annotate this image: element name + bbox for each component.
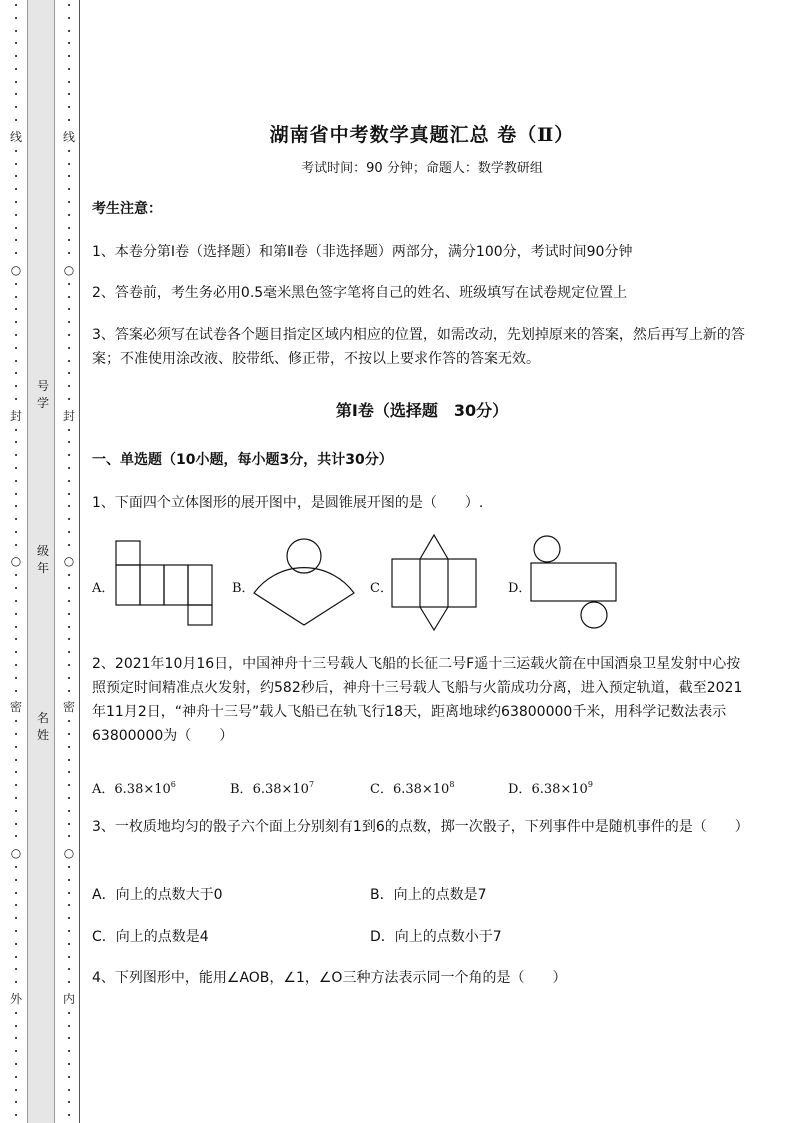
inner-margin-dot: ·	[67, 525, 71, 539]
outer-margin-dot: ·	[14, 937, 18, 951]
outer-margin-dot: ·	[14, 1032, 18, 1046]
inner-margin-dot: ·	[67, 779, 71, 793]
inner-margin-dot: ·	[67, 24, 71, 38]
inner-margin-dot: ·	[67, 234, 71, 248]
inner-margin-dot: ·	[67, 963, 71, 977]
outer-margin-dot: ·	[14, 392, 18, 406]
inner-margin-dot: ·	[67, 976, 71, 990]
outer-margin-dot: ·	[14, 11, 18, 25]
outer-margin-dot: ·	[14, 234, 18, 248]
outer-margin-dot: ·	[14, 114, 18, 128]
outer-margin-dot: ·	[14, 303, 18, 317]
outer-margin-dot: ·	[14, 500, 18, 514]
outer-margin-dot: ·	[14, 582, 18, 596]
inner-margin-dot: ·	[67, 925, 71, 938]
outer-margin-dot: ·	[14, 963, 18, 977]
outer-margin-dot: ·	[14, 367, 18, 381]
inner-margin-dot: ·	[67, 316, 71, 330]
inner-margin-dot: ·	[67, 671, 71, 685]
inner-margin-dot: ·	[67, 740, 71, 754]
q2-option-b[interactable]: B．$6.38\times 10^7$	[230, 780, 315, 797]
outer-margin-dot: ·	[14, 0, 18, 12]
q3-stem: 3、一枚质地均匀的骰子六个面上分别刻有1到6的点数，掷一次骰子，下列事件中是随机事件的是（ ）	[92, 819, 749, 835]
field-label-name: 名姓	[36, 711, 49, 742]
outer-margin-dot: ·	[14, 144, 18, 158]
q3-option-d[interactable]: D．向上的点数小于7	[370, 929, 502, 945]
inner-margin-dot: ·	[67, 886, 71, 900]
inner-margin-dot: ·	[67, 607, 71, 621]
outer-margin-marker-7: 外	[9, 991, 22, 1006]
outer-margin-dot: ·	[14, 684, 18, 698]
inner-margin-dot: ·	[67, 247, 71, 261]
outer-margin-dot: ·	[14, 1006, 18, 1020]
inner-margin-dot: ·	[67, 487, 71, 501]
section-title: 第Ⅰ卷（选择题 30分）	[335, 401, 509, 420]
outer-margin-dot: ·	[14, 1045, 18, 1059]
outer-margin-dot: ·	[14, 37, 18, 51]
inner-margin-dot: ·	[67, 1109, 71, 1123]
inner-margin-dot: ·	[67, 75, 71, 89]
outer-margin-dot: ·	[14, 830, 18, 844]
inner-margin-dot: ·	[67, 804, 71, 818]
outer-margin-dot: ·	[14, 183, 18, 197]
inner-margin-dot: ·	[67, 50, 71, 64]
inner-margin-dot: ·	[67, 328, 71, 342]
outer-margin-dot: ·	[14, 75, 18, 89]
outer-margin-marker-6: ○	[10, 846, 22, 861]
q2-option-c[interactable]: C．$6.38\times 10^8$	[370, 780, 455, 797]
outer-margin-marker-4: ○	[10, 554, 22, 569]
q1-option-c-label: C．	[370, 581, 393, 596]
inner-margin-dot: ·	[67, 684, 71, 698]
inner-margin-dot: ·	[67, 221, 71, 235]
inner-margin-dot: ·	[67, 380, 71, 394]
inner-margin-dot: ·	[67, 170, 71, 184]
outer-margin-dot: ·	[14, 607, 18, 621]
outer-margin-dot: ·	[14, 423, 18, 437]
inner-margin-dot: ·	[67, 937, 71, 951]
q1-figure-a-cube-net	[112, 538, 216, 628]
outer-margin-dot: ·	[14, 380, 18, 394]
inner-margin-dot: ·	[67, 830, 71, 844]
notice-heading: 考生注意：	[92, 201, 162, 217]
inner-margin-dot: ·	[67, 715, 71, 729]
outer-margin-dot: ·	[14, 1109, 18, 1123]
q2-option-a[interactable]: A．$6.38\times 10^6$	[92, 780, 176, 797]
outer-margin-dot: ·	[14, 316, 18, 330]
field-label-student-number: 号学	[36, 379, 49, 410]
outer-margin-dot: ·	[14, 24, 18, 38]
outer-margin-dot: ·	[14, 1058, 18, 1072]
q2-option-d[interactable]: D．$6.38\times 10^9$	[508, 780, 593, 797]
inner-margin-dot: ·	[67, 290, 71, 304]
inner-margin-marker-1: 线	[62, 129, 75, 144]
outer-margin-dot: ·	[14, 341, 18, 355]
q1-stem: 1、下面四个立体图形的展开图中，是圆锥展开图的是（ ）.	[92, 495, 484, 511]
inner-margin-marker-5: 密	[62, 700, 75, 715]
inner-margin-dot: ·	[67, 513, 71, 527]
inner-margin-dot: ·	[67, 950, 71, 964]
outer-margin-dot: ·	[14, 728, 18, 742]
outer-margin-dot: ·	[14, 740, 18, 754]
inner-margin-dot: ·	[67, 1070, 71, 1084]
inner-margin-dot: ·	[67, 861, 71, 875]
inner-margin-dot: ·	[67, 595, 71, 609]
outer-margin-dot: ·	[14, 195, 18, 209]
outer-margin-marker-3: 封	[9, 408, 22, 423]
outer-margin-dot: ·	[14, 62, 18, 76]
outer-margin-dot: ·	[14, 208, 18, 222]
inner-margin-dot: ·	[67, 1019, 71, 1033]
outer-margin-dot: ·	[14, 436, 18, 450]
outer-margin-dot: ·	[14, 791, 18, 805]
outer-margin-dot: ·	[14, 247, 18, 261]
inner-margin-dot: ·	[67, 500, 71, 514]
outer-margin-dot: ·	[14, 1096, 18, 1110]
outer-margin-dot: ·	[14, 620, 18, 634]
inner-margin-dot: ·	[67, 569, 71, 583]
binding-border-line	[79, 0, 80, 1123]
outer-margin-dot: ·	[14, 976, 18, 990]
q3-option-b[interactable]: B．向上的点数是7	[370, 887, 487, 903]
inner-margin-dot: ·	[67, 1058, 71, 1072]
q1-option-a-label: A．	[92, 581, 115, 596]
outer-margin-dot: ·	[14, 595, 18, 609]
inner-margin-dot: ·	[67, 791, 71, 805]
q3-option-a[interactable]: A．向上的点数大于0	[92, 887, 223, 903]
outer-margin-dot: ·	[14, 804, 18, 818]
inner-margin-dot: ·	[67, 303, 71, 317]
outer-margin-dot: ·	[14, 753, 18, 767]
q1-figure-d-cylinder-net	[528, 533, 620, 633]
exam-title: 湖南省中考数学真题汇总 卷（Ⅱ）	[269, 124, 575, 146]
outer-margin-dot: ·	[14, 525, 18, 539]
inner-margin-dot: ·	[67, 873, 71, 887]
q1-figure-b-cone-net	[250, 537, 358, 629]
inner-margin-dot: ·	[67, 392, 71, 406]
inner-margin-dot: ·	[67, 423, 71, 437]
q3-option-c[interactable]: C．向上的点数是4	[92, 929, 209, 945]
inner-margin-dot: ·	[67, 753, 71, 767]
outer-margin-marker-5: 密	[9, 700, 22, 715]
outer-margin-dot: ·	[14, 101, 18, 115]
outer-margin-dot: ·	[14, 449, 18, 463]
outer-margin-dot: ·	[14, 474, 18, 488]
inner-margin-marker-7: 内	[62, 991, 75, 1006]
inner-margin-dot: ·	[67, 912, 71, 926]
outer-margin-dot: ·	[14, 88, 18, 102]
inner-margin-marker-4: ○	[63, 554, 75, 569]
outer-margin-dot: ·	[14, 462, 18, 475]
inner-margin-marker-3: 封	[62, 408, 75, 423]
inner-margin-dot: ·	[67, 183, 71, 197]
outer-margin-dot: ·	[14, 899, 18, 913]
outer-margin-dot: ·	[14, 715, 18, 729]
outer-margin-dot: ·	[14, 646, 18, 660]
inner-margin-dot: ·	[67, 62, 71, 76]
outer-margin-dot: ·	[14, 513, 18, 527]
outer-margin-dot: ·	[14, 633, 18, 647]
outer-margin-dot: ·	[14, 569, 18, 583]
inner-margin-dot: ·	[67, 633, 71, 647]
notice-item-3: 3、答案必须写在试卷各个题目指定区域内相应的位置，如需改动，先划掉原来的答案，然后再写上新的答案；不准使用涂改液、胶带纸、修正带，不按以上要求作答的答案无效。	[92, 327, 745, 367]
part-heading: 一、单选题（10小题，每小题3分，共计30分）	[92, 452, 393, 468]
outer-margin-dot: ·	[14, 950, 18, 964]
outer-margin-dot: ·	[14, 157, 18, 171]
outer-margin-dot: ·	[14, 873, 18, 887]
outer-margin-dot: ·	[14, 487, 18, 501]
inner-margin-dot: ·	[67, 538, 71, 552]
inner-margin-dot: ·	[67, 37, 71, 51]
q1-option-b-label: B．	[232, 581, 255, 596]
inner-margin-dot: ·	[67, 1096, 71, 1110]
outer-margin-dot: ·	[14, 886, 18, 900]
inner-margin-dot: ·	[67, 582, 71, 596]
inner-margin-dot: ·	[67, 101, 71, 115]
outer-margin-dot: ·	[14, 1083, 18, 1097]
notice-item-1: 1、本卷分第Ⅰ卷（选择题）和第Ⅱ卷（非选择题）两部分，满分100分，考试时间90分钟	[92, 244, 633, 260]
outer-margin-dot: ·	[14, 925, 18, 938]
inner-margin-dot: ·	[67, 354, 71, 368]
outer-margin-marker-1: 线	[9, 129, 22, 144]
q1-figure-c-prism-net	[390, 533, 480, 633]
binding-margin-outer	[7, 0, 25, 1123]
inner-margin-dot: ·	[67, 646, 71, 660]
inner-margin-dot: ·	[67, 462, 71, 475]
inner-margin-dot: ·	[67, 367, 71, 381]
outer-margin-dot: ·	[14, 658, 18, 672]
outer-margin-dot: ·	[14, 277, 18, 291]
inner-margin-dot: ·	[67, 114, 71, 128]
outer-margin-dot: ·	[14, 817, 18, 831]
outer-margin-dot: ·	[14, 912, 18, 926]
q2-stem: 2、2021年10月16日，中国神舟十三号载人飞船的长征二号F遥十三运载火箭在中国酒泉卫星发射中心按照预定时间精准点火发射，约582秒后，神舟十三号载人飞船与火箭成功分离，进入预定轨道，截至2021年11月2日，“神舟十三号”载人飞船已在轨飞行18天，距离地球约63800000千米，用科学记数法表示63800000为（ ）	[92, 656, 743, 744]
binding-margin-inner	[60, 0, 78, 1123]
inner-margin-dot: ·	[67, 899, 71, 913]
inner-margin-dot: ·	[67, 817, 71, 831]
outer-margin-marker-2: ○	[10, 262, 22, 277]
outer-margin-dot: ·	[14, 671, 18, 685]
inner-margin-dot: ·	[67, 658, 71, 672]
outer-margin-dot: ·	[14, 290, 18, 304]
inner-margin-marker-2: ○	[63, 262, 75, 277]
outer-margin-dot: ·	[14, 1070, 18, 1084]
inner-margin-dot: ·	[67, 88, 71, 102]
inner-margin-dot: ·	[67, 157, 71, 171]
inner-margin-marker-6: ○	[63, 846, 75, 861]
inner-margin-dot: ·	[67, 341, 71, 355]
q4-stem: 4、下列图形中，能用∠AOB，∠1，∠O三种方法表示同一个角的是（ ）	[92, 970, 567, 986]
inner-margin-dot: ·	[67, 620, 71, 634]
outer-margin-dot: ·	[14, 50, 18, 64]
outer-margin-dot: ·	[14, 170, 18, 184]
inner-margin-dot: ·	[67, 195, 71, 209]
inner-margin-dot: ·	[67, 1045, 71, 1059]
inner-margin-dot: ·	[67, 1006, 71, 1020]
outer-margin-dot: ·	[14, 354, 18, 368]
exam-subtitle: 考试时间：90 分钟；命题人：数学教研组	[301, 161, 543, 176]
outer-margin-dot: ·	[14, 861, 18, 875]
notice-item-2: 2、答卷前，考生务必用0.5毫米黑色签字笔将自己的姓名、班级填写在试卷规定位置上	[92, 285, 628, 301]
inner-margin-dot: ·	[67, 11, 71, 25]
outer-margin-dot: ·	[14, 766, 18, 780]
inner-margin-dot: ·	[67, 144, 71, 158]
inner-margin-dot: ·	[67, 436, 71, 450]
outer-margin-dot: ·	[14, 1019, 18, 1033]
outer-margin-dot: ·	[14, 328, 18, 342]
inner-margin-dot: ·	[67, 208, 71, 222]
inner-margin-dot: ·	[67, 1032, 71, 1046]
outer-margin-dot: ·	[14, 538, 18, 552]
outer-margin-dot: ·	[14, 779, 18, 793]
inner-margin-dot: ·	[67, 449, 71, 463]
inner-margin-dot: ·	[67, 0, 71, 12]
q1-option-d-label: D．	[508, 581, 532, 596]
inner-margin-dot: ·	[67, 474, 71, 488]
inner-margin-dot: ·	[67, 766, 71, 780]
inner-margin-dot: ·	[67, 277, 71, 291]
field-label-grade: 级年	[36, 544, 49, 575]
inner-margin-dot: ·	[67, 728, 71, 742]
outer-margin-dot: ·	[14, 221, 18, 235]
inner-margin-dot: ·	[67, 1083, 71, 1097]
